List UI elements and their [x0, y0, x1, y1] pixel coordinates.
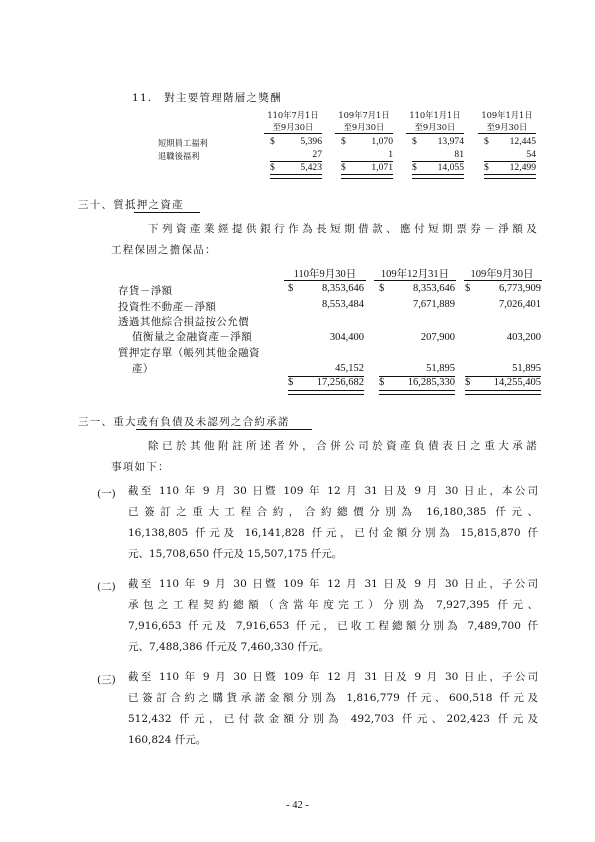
item-line: 元、15,708,650 仟元及 15,507,175 仟元。 [128, 548, 343, 560]
cell-value: 403,200 [506, 332, 541, 343]
cell-value: 7,671,889 [413, 299, 455, 310]
section-30-intro: 下列資產業經提供銀行作為長短期借款、應付短期票券－淨額及 [148, 223, 538, 235]
item-marker: (三) [97, 674, 116, 686]
cell-value: 1 [388, 149, 393, 160]
item-line: 7,916,653 仟元及 7,916,653 仟元，已收工程總額分別為 7,489,700 仟 [128, 620, 538, 632]
item-line: 截至 110 年 9 月 30 日暨 109 年 12 月 31 日及 9 月 30 日止，子公司 [128, 671, 538, 683]
col-header: 109年9月30日 [470, 269, 534, 280]
col-header: 109年12月31日 [380, 269, 450, 280]
currency-symbol: $ [379, 283, 385, 294]
total-value: 1,071 [371, 162, 393, 173]
col-header-line1: 110年1月1日 [409, 110, 461, 120]
item-line: 已簽訂之重大工程合約，合約總價分別為 16,180,385 仟元、 [128, 506, 538, 518]
item-line: 截至 110 年 9 月 30 日暨 109 年 12 月 31 日及 9 月 30 日止，本公司 [128, 485, 538, 497]
total-value: 14,055 [437, 162, 464, 173]
section-31-intro: 除已於其他附註所述者外，合併公司於資產負債表日之重大承諾 [148, 440, 538, 452]
cell-value: 5,396 [300, 136, 322, 147]
row-label: 退職後福利 [158, 151, 200, 161]
cell-value: 81 [454, 149, 464, 160]
cell-value: 12,445 [509, 136, 536, 147]
col-header-line2: 至9月30日 [486, 122, 528, 132]
item-line: 已簽訂合約之購貨承諾金額分別為 1,816,779 仟元、600,518 仟元及 [128, 692, 538, 704]
cell-value: 51,895 [426, 363, 455, 374]
currency-symbol: $ [465, 283, 471, 294]
cell-value: 304,400 [329, 332, 364, 343]
row-label: 短期員工福利 [158, 138, 208, 148]
cell-value: 7,026,401 [499, 299, 541, 310]
total-value: 17,256,682 [316, 377, 364, 388]
cell-value: 45,152 [335, 363, 364, 374]
item-line: 512,432 仟元，已付款金額分別為 492,703 仟元、202,423 仟元及 [128, 713, 538, 725]
item-text [128, 481, 538, 565]
item-marker: (一) [97, 488, 116, 500]
currency-symbol: $ [379, 377, 385, 388]
section-31-heading: 三一、重大或有負債及未認列之合約承諾 [78, 416, 290, 428]
col-header-line2: 至9月30日 [343, 122, 385, 132]
row-label: 投資性不動產－淨額 [118, 301, 217, 313]
total-value: 12,499 [509, 162, 536, 173]
section-30-heading: 三十、質抵押之資產 [78, 199, 184, 211]
item-marker: (二) [97, 581, 116, 593]
row-label-cont: 產） [132, 363, 154, 375]
cell-value: 6,773,909 [499, 283, 541, 294]
currency-symbol: $ [270, 162, 275, 173]
cell-value: 13,974 [437, 136, 464, 147]
cell-value: 54 [526, 149, 536, 160]
col-header-line1: 109年7月1日 [338, 110, 390, 120]
col-header: 110年9月30日 [293, 269, 357, 280]
cell-value: 51,895 [512, 363, 541, 374]
total-value: 16,285,330 [407, 377, 455, 388]
currency-symbol: $ [288, 283, 294, 294]
row-label: 質押定存單（帳列其他金融資 [118, 347, 260, 359]
cell-value: 27 [312, 149, 322, 160]
page-number: - 42 - [286, 800, 309, 811]
section-11-title: 11. 對主要管理階層之獎酬 [132, 92, 282, 104]
currency-symbol: $ [341, 162, 346, 173]
section-31-intro: 事項如下： [111, 461, 170, 473]
item-line: 160,824 仟元。 [128, 734, 207, 746]
cell-value: 207,900 [420, 332, 455, 343]
currency-symbol: $ [288, 377, 294, 388]
col-header-line1: 110年7月1日 [267, 110, 319, 120]
section-30-intro: 工程保固之擔保品： [111, 244, 217, 256]
cell-value: 1,070 [371, 136, 393, 147]
item-line: 截至 110 年 9 月 30 日暨 109 年 12 月 31 日及 9 月 30 日止，子公司 [128, 578, 538, 590]
col-header-line2: 至9月30日 [272, 122, 314, 132]
row-label: 透過其他綜合損益按公允價 [118, 316, 250, 328]
cell-value: 8,553,484 [322, 299, 364, 310]
item-line: 承包之工程契約總額（含當年度完工）分別為 7,927,395 仟元、 [128, 599, 538, 611]
total-value: 14,255,405 [493, 377, 541, 388]
item-text [128, 667, 538, 751]
currency-symbol: $ [412, 162, 417, 173]
currency-symbol: $ [341, 136, 346, 147]
currency-symbol: $ [270, 136, 275, 147]
currency-symbol: $ [465, 377, 471, 388]
row-label-cont: 值衡量之金融資產－淨額 [132, 331, 253, 343]
item-line: 元、7,488,386 仟元及 7,460,330 仟元。 [128, 641, 329, 653]
col-header-line2: 至9月30日 [414, 122, 456, 132]
currency-symbol: $ [484, 136, 489, 147]
cell-value: 8,353,646 [322, 283, 364, 294]
currency-symbol: $ [484, 162, 489, 173]
item-line: 16,138,805 仟元及 16,141,828 仟元，已付金額分別為 15,815,870 仟 [128, 527, 538, 539]
total-value: 5,423 [300, 162, 322, 173]
cell-value: 8,353,646 [413, 283, 455, 294]
col-header-line1: 109年1月1日 [481, 110, 533, 120]
item-text [128, 574, 538, 658]
row-label: 存貨－淨額 [118, 285, 173, 297]
currency-symbol: $ [412, 136, 417, 147]
